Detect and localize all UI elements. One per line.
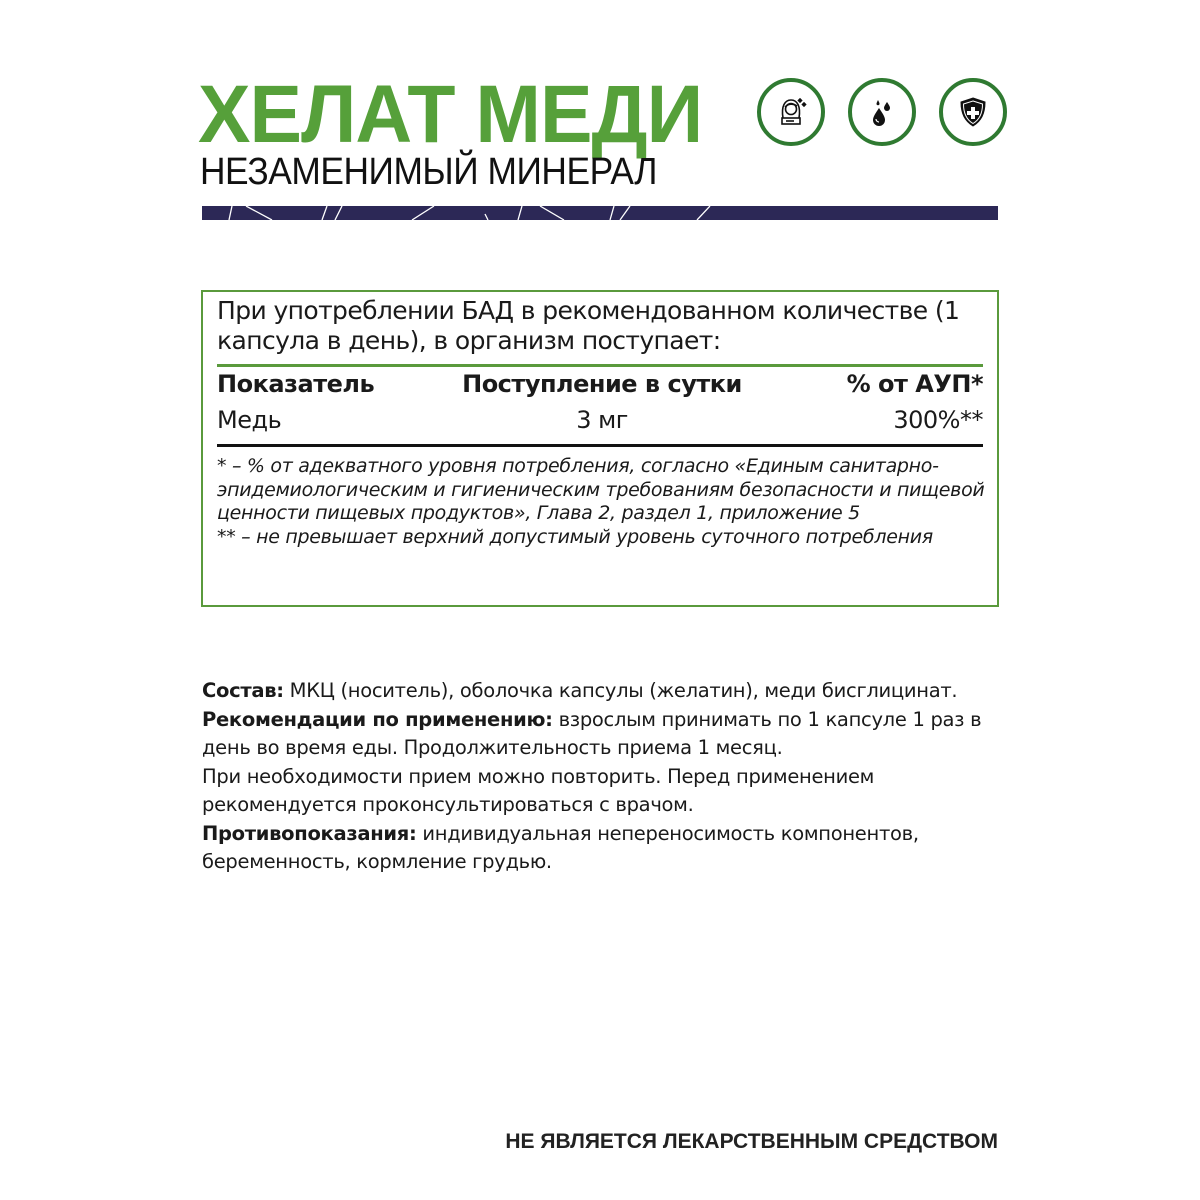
contra-label: Противопоказания: xyxy=(202,821,417,845)
table-row xyxy=(217,406,983,438)
column-header: Показатель xyxy=(217,370,375,398)
divider xyxy=(217,364,983,367)
footnote-2: ** – не превышает верхний допустимый уровень суточного потребления xyxy=(217,525,933,548)
nutrient-name: Медь xyxy=(217,406,282,434)
contra-text: индивидуальная непереносимость компонентов, беременность, кормление грудью. xyxy=(202,821,919,873)
footnotes xyxy=(217,455,987,549)
benefit-icons xyxy=(757,78,1007,146)
water-drops-icon xyxy=(848,78,916,146)
product-title: ХЕЛАТ МЕДИ xyxy=(198,69,703,160)
table-header xyxy=(217,370,983,402)
column-header: % от АУП* xyxy=(846,370,983,398)
disclaimer: НЕ ЯВЛЯЕТСЯ ЛЕКАРСТВЕННЫМ СРЕДСТВОМ xyxy=(505,1130,998,1153)
shield-plus-icon xyxy=(939,78,1007,146)
product-details xyxy=(202,677,1002,877)
product-subtitle: НЕЗАМЕНИМЫЙ МИНЕРАЛ xyxy=(200,151,657,193)
composition-label: Состав: xyxy=(202,679,284,702)
divider xyxy=(217,444,983,447)
column-header: Поступление в сутки xyxy=(462,370,742,398)
usage-extra: При необходимости прием можно повторить. Перед применением рекомендуется проконсультироваться с врачом. xyxy=(202,764,875,816)
usage-label: Рекомендации по применению: xyxy=(202,707,553,731)
beauty-woman-icon xyxy=(757,78,825,146)
intake-intro: При употреблении БАД в рекомендованном количестве (1 капсула в день), в организм поступает: xyxy=(217,296,960,355)
composition-text: МКЦ (носитель), оболочка капсулы (желатин), меди бисглицинат. xyxy=(283,679,958,702)
footnote-1: * – % от адекватного уровня потребления, согласно «Единым санитарно-эпидемиологическим и гигиеническим требованиям безопасности и пищевой ценности пищевых продуктов», Глава 2, раздел 1, приложение 5 xyxy=(217,455,985,524)
decorative-band xyxy=(202,206,998,220)
usage-text: взрослым принимать по 1 капсуле 1 раз в день во время еды. Продолжительность приема 1 месяц. xyxy=(202,707,982,759)
usage xyxy=(202,706,1002,763)
nutrient-amount: 3 мг xyxy=(576,406,628,434)
composition xyxy=(202,677,1002,706)
nutrient-percent: 300%** xyxy=(893,406,983,434)
nutrition-info-box xyxy=(201,290,999,607)
contraindications xyxy=(202,820,1002,877)
